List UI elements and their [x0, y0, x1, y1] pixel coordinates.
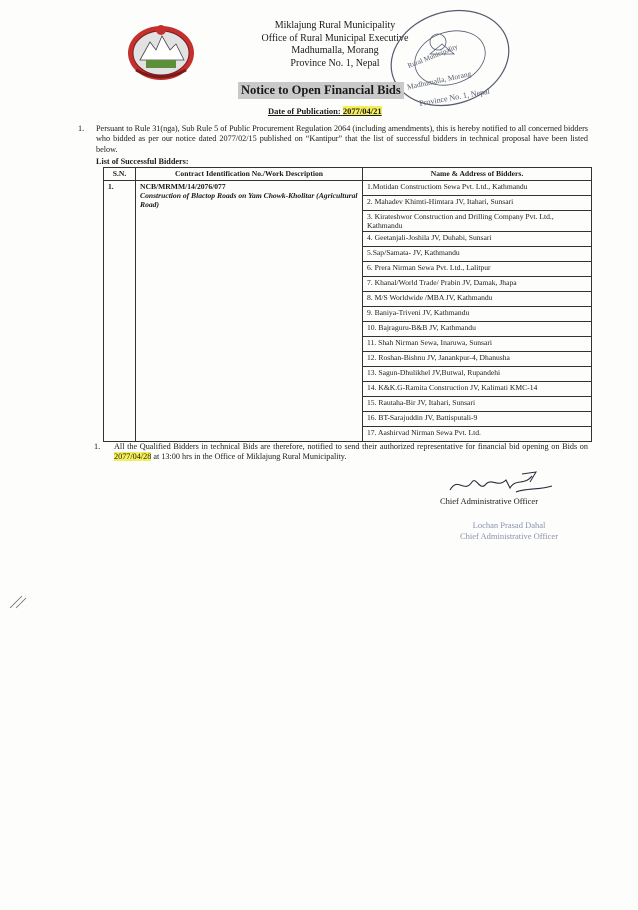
publication-date [268, 106, 382, 116]
office-stamp-icon [382, 4, 518, 116]
paragraph-text-a: All the Qualified Bidders in technical Bids are therefore, notified to send their authorized representative for financial bid opening on Bids on [114, 442, 588, 451]
municipality-name: Miklajung Rural Municipality [274, 20, 396, 31]
bidder-cell: 14. K&K.G-Ramita Construction JV, Kalimati KMC-14 [363, 382, 592, 397]
office-province: Province No. 1, Nepal [290, 57, 380, 69]
nepal-emblem-icon [126, 20, 196, 82]
table-row [104, 181, 592, 196]
paragraph-text: Persuant to Rule 31(nga), Sub Rule 5 of Public Procurement Regulation 2064 (including amendments), this is hereby notified to all concerned bidders who bidded as per our notice dated 2077/02/15 published on “Kantipur” that the list of successful bidders in technical proposal have been listed below. [96, 124, 588, 154]
notice-title: Notice to Open Financial Bids [238, 82, 404, 99]
bidder-cell: 6. Prera Nirman Sewa Pvt. Ltd., Lalitpur [363, 262, 592, 277]
pen-mark-icon [8, 592, 28, 610]
bidder-cell: 16. BT-Sarajuddin JV, Battisputali-9 [363, 412, 592, 427]
row-sn: 1. [104, 181, 136, 442]
paragraph-number: 1. [78, 124, 85, 133]
work-description: Construction of Blactop Roads on Yam Chowk-Kholitar (Agricultural Road) [140, 191, 358, 210]
opening-date: 2077/04/28 [114, 452, 152, 462]
publication-label: Date of Publication: [268, 106, 341, 116]
svg-text:Province No. 1, Nepal: Province No. 1, Nepal [418, 86, 491, 108]
bidder-cell: 17. Aashirvad Nirman Sewa Pvt. Ltd. [363, 427, 592, 442]
list-label: List of Successful Bidders: [96, 157, 189, 166]
paragraph-text [114, 442, 588, 463]
bidder-cell: 11. Shah Nirman Sewa, Inaruwa, Sunsari [363, 337, 592, 352]
bidder-cell: 8. M/S Worldwide /MBA JV, Kathmandu [363, 292, 592, 307]
header-bidders: Name & Address of Bidders. [363, 168, 592, 181]
header-sn: S.N. [104, 168, 136, 181]
office-location: Madhumalla, Morang [291, 45, 379, 56]
officer-seal [460, 520, 558, 542]
bidder-cell: 5.Sap/Samata- JV, Kathmandu [363, 247, 592, 262]
bidder-cell: 13. Sagun-Dhulikhel JV,Butwal, Rupandehi [363, 367, 592, 382]
bidder-cell: 12. Roshan-Bishnu JV, Janankpur-4, Dhanusha [363, 352, 592, 367]
bidder-cell: 15. Rautaha-Bir JV, Itahari, Sunsari [363, 397, 592, 412]
signatory-title: Chief Administrative Officer [440, 496, 539, 506]
notice-paragraph-1 [78, 124, 588, 155]
bidder-cell: 2. Mahadev Khimti-Himtara JV, Itahari, Sunsari [363, 196, 592, 211]
officer-title: Chief Administrative Officer [460, 531, 559, 541]
bidder-cell: 9. Baniya-Triveni JV, Kathmandu [363, 307, 592, 322]
publication-date-value: 2077/04/21 [342, 106, 382, 116]
officer-name: Lochan Prasad Dahal [472, 520, 546, 530]
contract-number: NCB/MRMM/14/2076/077 [140, 182, 226, 191]
bidder-cell: 10. Bajraguru-B&B JV, Kathmandu [363, 322, 592, 337]
paragraph-text-b: at 13:00 hrs in the Office of Miklajung Rural Municipality. [153, 452, 347, 462]
bidder-cell: 1.Motidan Constructiom Sewa Pvt. Ltd., Kathmandu [363, 181, 592, 196]
bidder-cell: 7. Khanal/World Trade/ Prabin JV, Damak, Jhapa [363, 277, 592, 292]
office-name: Office of Rural Municipal Executive [261, 32, 409, 44]
paragraph-number: 1. [94, 442, 101, 451]
table-header-row [104, 168, 592, 181]
svg-text:Madhumalla, Morang: Madhumalla, Morang [406, 69, 473, 92]
bidders-table [103, 167, 592, 442]
contract-cell [136, 181, 363, 442]
bidder-cell: 3. Kirateshwor Construction and Drilling Company Pvt. Ltd., Kathmandu [363, 211, 592, 232]
header-description: Contract Identification No./Work Description [136, 168, 363, 181]
svg-text:Rural Municipality: Rural Municipality [406, 42, 460, 71]
notice-paragraph-2 [78, 442, 588, 463]
bidder-cell: 4. Geetanjali-Joshila JV, Duhabi, Sunsari [363, 232, 592, 247]
